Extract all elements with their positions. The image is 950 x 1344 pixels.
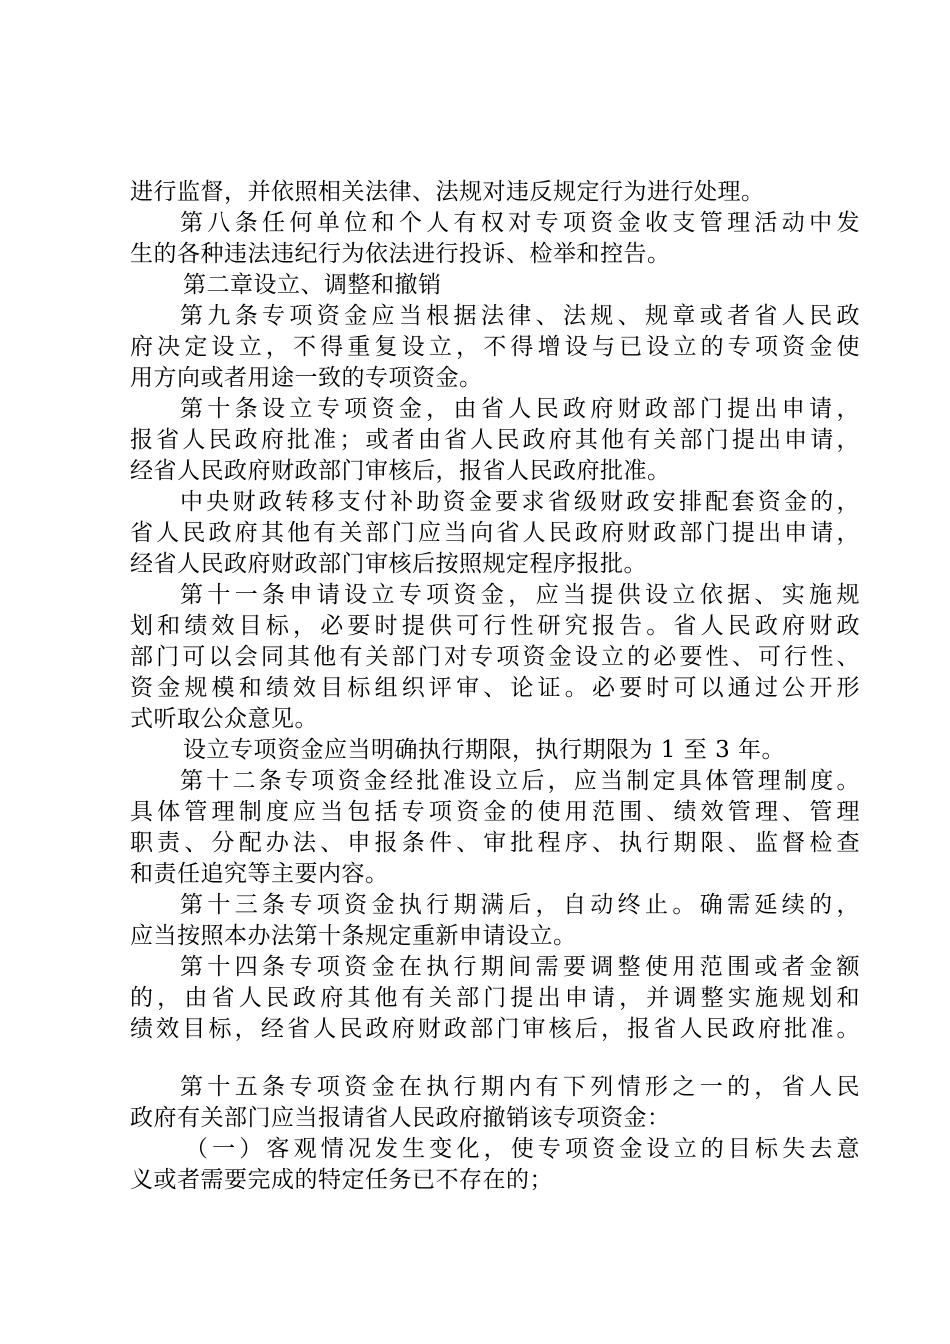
text-line: 第九条专项资金应当根据法律、法规、规章或者省人民政: [180, 303, 860, 329]
list-item-line: 义或者需要完成的特定任务已不存在的；: [130, 1167, 553, 1193]
list-item-line: （一）客观情况发生变化，使专项资金设立的目标失去意: [185, 1136, 860, 1162]
text-line: 中央财政转移支付补助资金要求省级财政安排配套资金的，: [180, 489, 860, 515]
text-line: 具体管理制度应当包括专项资金的使用范围、绩效管理、管理: [130, 799, 860, 825]
text-line: 省人民政府其他有关部门应当向省人民政府财政部门提出申请，: [130, 520, 860, 546]
text-line: 第十一条申请设立专项资金，应当提供设立依据、实施规: [180, 582, 860, 608]
text-line: 府决定设立，不得重复设立，不得增设与已设立的专项资金使: [130, 334, 860, 360]
text-line: 绩效目标，经省人民政府财政部门审核后，报省人民政府批准。: [130, 1016, 860, 1042]
text-line: 第十二条专项资金经批准设立后，应当制定具体管理制度。: [180, 768, 860, 794]
text-line: 第十五条专项资金在执行期内有下列情形之一的，省人民: [180, 1074, 860, 1100]
text-line: 经省人民政府财政部门审核后，报省人民政府批准。: [130, 458, 671, 484]
text-line: 第八条任何单位和个人有权对专项资金收支管理活动中发: [180, 210, 860, 236]
text-line: 职责、分配办法、申报条件、审批程序、执行期限、监督检查: [130, 830, 860, 856]
section-heading: 第二章设立、调整和撤销: [183, 272, 442, 298]
text-line: 经省人民政府财政部门审核后按照规定程序报批。: [130, 551, 647, 577]
text-line: 报省人民政府批准；或者由省人民政府其他有关部门提出申请，: [130, 427, 860, 453]
text-line: 划和绩效目标，必要时提供可行性研究报告。省人民政府财政: [130, 613, 860, 639]
text-line: 第十三条专项资金执行期满后，自动终止。确需延续的，: [180, 892, 860, 918]
text-line: 应当按照本办法第十条规定重新申请设立。: [130, 923, 577, 949]
text-line: 第十四条专项资金在执行期间需要调整使用范围或者金额: [180, 954, 860, 980]
text-line: 资金规模和绩效目标组织评审、论证。必要时可以通过公开形: [130, 675, 860, 701]
text-line: 进行监督，并依照相关法律、法规对违反规定行为进行处理。: [130, 179, 765, 205]
text-line: 的，由省人民政府其他有关部门提出申请，并调整实施规划和: [130, 985, 860, 1011]
text-line: 式听取公众意见。: [130, 706, 318, 732]
text-line: 生的各种违法违纪行为依法进行投诉、检举和控告。: [130, 241, 671, 267]
text-line: 政府有关部门应当报请省人民政府撤销该专项资金：: [130, 1105, 671, 1131]
text-line: 用方向或者用途一致的专项资金。: [130, 365, 483, 391]
text-line: 第十条设立专项资金，由省人民政府财政部门提出申请，: [180, 396, 860, 422]
text-line: 设立专项资金应当明确执行期限，执行期限为 1 至 3 年。: [183, 737, 786, 763]
text-line: 和责任追究等主要内容。: [130, 861, 389, 887]
text-line: 部门可以会同其他有关部门对专项资金设立的必要性、可行性、: [130, 644, 860, 670]
